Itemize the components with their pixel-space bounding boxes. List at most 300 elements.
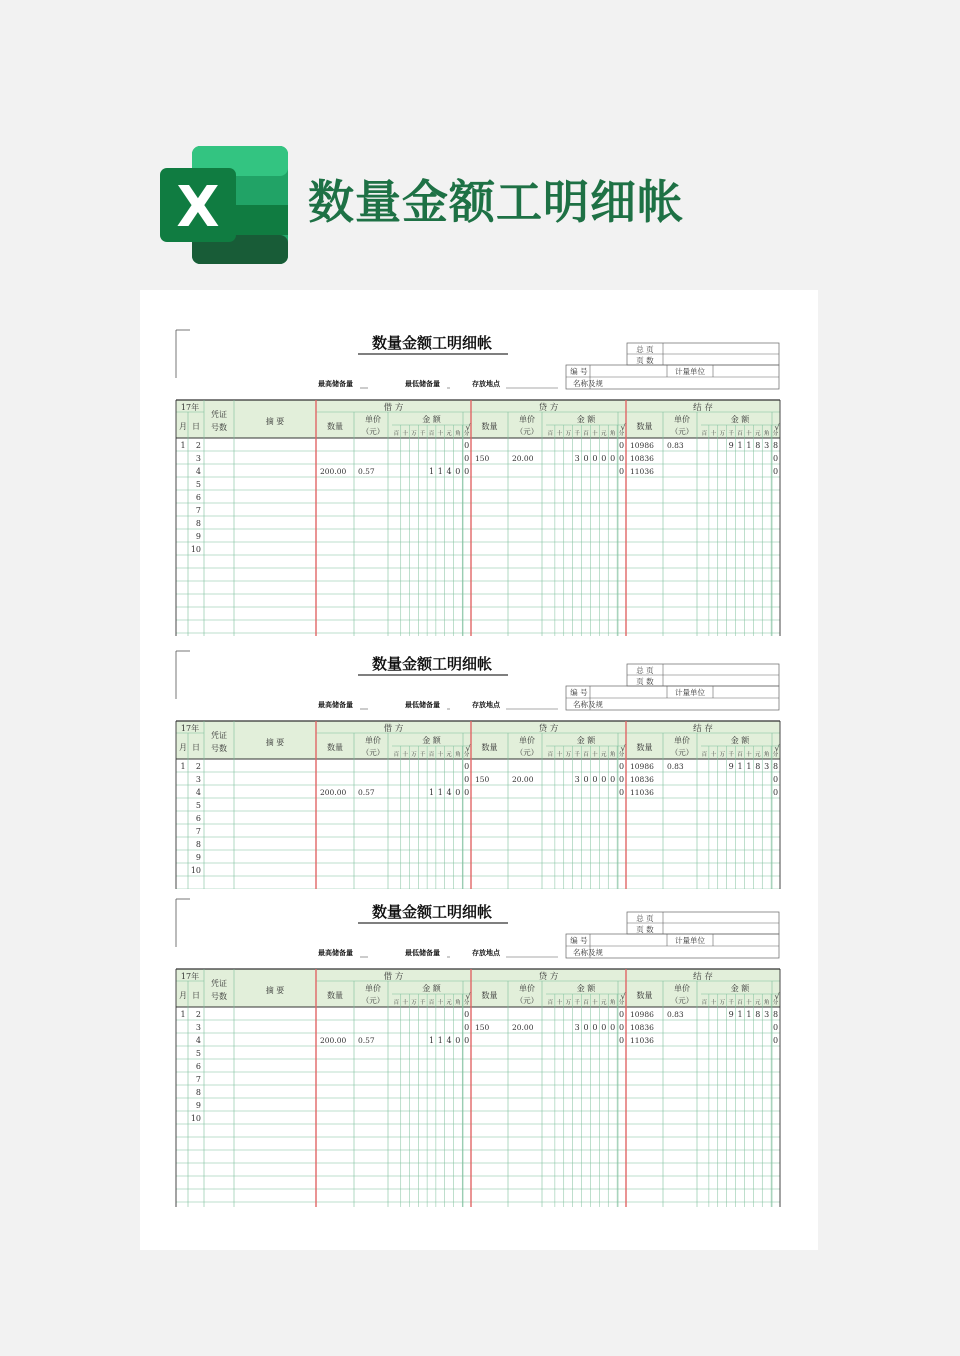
balance-amount-header: 金 额 (730, 415, 750, 424)
row-day: 10 (190, 1114, 201, 1123)
credit-unit-price-unit: （元） (515, 996, 539, 1005)
debit-amount-header: 金 额 (422, 415, 441, 424)
balance-amount-digit: 8 (773, 1010, 779, 1019)
credit-row-quantity: 150 (475, 454, 490, 463)
month-header: 月 (179, 991, 187, 1000)
row-day: 3 (195, 454, 201, 463)
debit-amount-digit: 1 (428, 1036, 435, 1045)
digit-header: 角 (455, 431, 461, 437)
balance-quantity-header: 数量 (636, 991, 653, 1000)
digit-header: 分 (772, 752, 779, 758)
digit-header: 十 (710, 752, 717, 758)
row-day: 4 (195, 467, 201, 476)
max-stock-label: 最高储备量 (318, 380, 353, 388)
debit-amount-digit: 4 (446, 1036, 452, 1045)
balance-amount-digit: 1 (746, 1010, 752, 1019)
digit-header: 分 (772, 1000, 779, 1006)
credit-amount-digit: 0 (601, 775, 607, 784)
credit-amount-digit: 0 (619, 775, 625, 784)
balance-row-quantity: 10836 (630, 1023, 654, 1032)
year-header: 17年 (180, 972, 200, 981)
row-day: 8 (195, 519, 201, 528)
voucher-header: 凭证 (211, 979, 227, 988)
digit-header: 十 (746, 431, 752, 437)
storage-location-label: 存放地点 (472, 701, 500, 709)
row-day: 6 (195, 1062, 201, 1071)
debit-amount-digit: 0 (455, 467, 461, 476)
credit-amount-digit: 0 (619, 1023, 625, 1032)
debit-unit-price-unit: （元） (361, 996, 385, 1005)
debit-unit-price-header: 单价 (365, 736, 381, 745)
credit-header: 贷 方 (538, 724, 559, 734)
debit-row-quantity: 200.00 (320, 788, 347, 797)
digit-header: 十 (402, 752, 408, 758)
digit-header: 十 (746, 752, 752, 758)
credit-row-quantity: 150 (475, 775, 490, 784)
digit-header: 万 (565, 1000, 571, 1006)
digit-header: 元 (601, 752, 607, 758)
summary-header: 摘 要 (265, 417, 285, 426)
balance-amount-header: 金 额 (730, 984, 750, 993)
credit-unit-price-unit: （元） (515, 748, 539, 757)
digit-header: 千 (728, 752, 734, 758)
pages-label: 页 数 (636, 925, 654, 934)
debit-amount-header: 金 额 (422, 984, 441, 993)
credit-amount-digit: 0 (619, 454, 625, 463)
debit-amount-digit: 1 (437, 788, 443, 797)
credit-row-price: 20.00 (512, 1023, 534, 1032)
credit-amount-digit: 0 (583, 454, 589, 463)
digit-header: 百 (583, 752, 589, 758)
credit-amount-digit: 3 (574, 454, 580, 463)
row-day: 8 (195, 840, 201, 849)
digit-header: 百 (393, 1000, 400, 1006)
summary-header: 摘 要 (265, 738, 285, 747)
credit-quantity-header: 数量 (481, 743, 498, 752)
digit-header: 十 (556, 431, 563, 437)
row-day: 9 (195, 853, 201, 862)
row-day: 4 (195, 788, 201, 797)
digit-header: 角 (455, 752, 461, 758)
unit-label: 计量单位 (675, 936, 705, 945)
digit-header: 百 (737, 1000, 743, 1006)
digit-header: 百 (737, 431, 743, 437)
debit-amount-digit: 0 (464, 775, 470, 784)
min-stock-label: 最低储备量 (405, 701, 440, 709)
ledger-sheet (140, 290, 818, 1250)
code-label: 编 号 (570, 936, 588, 945)
balance-amount-digit: 1 (746, 441, 752, 450)
year-header: 17年 (180, 403, 200, 412)
digit-header: 十 (592, 431, 598, 437)
balance-amount-digit: 1 (746, 762, 752, 771)
balance-amount-digit: 9 (728, 441, 734, 450)
day-header: 日 (192, 743, 200, 752)
balance-amount-digit: 0 (773, 467, 779, 476)
digit-header: 百 (737, 752, 743, 758)
credit-amount-digit: 3 (574, 775, 580, 784)
digit-header: 分 (463, 431, 470, 437)
balance-check-header: √ (774, 423, 780, 432)
balance-row-price: 0.83 (667, 1010, 684, 1019)
row-day: 8 (195, 1088, 201, 1097)
digit-header: 万 (411, 431, 417, 437)
debit-amount-digit: 1 (437, 467, 443, 476)
balance-unit-price-header: 单价 (674, 415, 690, 424)
credit-check-header: √ (620, 423, 626, 432)
digit-header: 元 (755, 1000, 761, 1006)
debit-check-header: √ (465, 992, 471, 1001)
digit-header: 元 (601, 1000, 607, 1006)
digit-header: 万 (565, 752, 571, 758)
credit-quantity-header: 数量 (481, 991, 498, 1000)
credit-row-price: 20.00 (512, 775, 534, 784)
credit-amount-digit: 0 (592, 775, 598, 784)
row-day: 2 (195, 762, 201, 771)
digit-header: 分 (618, 431, 625, 437)
balance-unit-price-unit: （元） (670, 748, 694, 757)
row-month: 1 (180, 441, 186, 450)
balance-row-price: 0.83 (667, 441, 684, 450)
credit-header: 贷 方 (538, 972, 559, 982)
ledger-block (140, 649, 818, 889)
summary-header: 摘 要 (265, 986, 285, 995)
digit-header: 百 (428, 431, 435, 437)
debit-amount-digit: 1 (428, 788, 435, 797)
digit-header: 十 (556, 752, 563, 758)
digit-header: 角 (609, 431, 616, 437)
credit-amount-digit: 0 (583, 1023, 589, 1032)
row-day: 5 (195, 1049, 201, 1058)
debit-quantity-header: 数量 (327, 743, 343, 752)
balance-amount-digit: 1 (737, 441, 743, 450)
digit-header: 角 (455, 1000, 461, 1006)
credit-amount-digit: 0 (610, 775, 616, 784)
digit-header: 角 (609, 752, 616, 758)
digit-header: 百 (393, 752, 400, 758)
balance-row-quantity: 10986 (630, 1010, 654, 1019)
credit-unit-price-unit: （元） (515, 427, 539, 436)
storage-location-label: 存放地点 (472, 380, 500, 388)
balance-amount-digit: 8 (755, 1010, 761, 1019)
digit-header: 百 (701, 752, 708, 758)
digit-header: 分 (463, 752, 470, 758)
digit-header: 分 (618, 752, 625, 758)
debit-unit-price-header: 单价 (365, 415, 381, 424)
digit-header: 十 (402, 431, 408, 437)
debit-header: 借 方 (383, 972, 404, 982)
digit-header: 角 (763, 752, 770, 758)
digit-header: 元 (755, 431, 761, 437)
balance-row-price: 0.83 (667, 762, 684, 771)
name-spec-label: 名称及规 (573, 379, 603, 388)
digit-header: 十 (437, 431, 444, 437)
year-header: 17年 (180, 724, 200, 733)
digit-header: 元 (446, 752, 452, 758)
digit-header: 角 (763, 431, 770, 437)
digit-header: 十 (746, 1000, 752, 1006)
balance-quantity-header: 数量 (636, 422, 653, 431)
balance-header: 结 存 (693, 403, 713, 413)
digit-header: 百 (428, 752, 435, 758)
digit-header: 十 (592, 752, 598, 758)
balance-unit-price-header: 单价 (674, 984, 690, 993)
ledger-title: 数量金额工明细帐 (371, 903, 493, 921)
digit-header: 千 (728, 431, 734, 437)
row-day: 6 (195, 814, 201, 823)
digit-header: 十 (592, 1000, 598, 1006)
debit-row-quantity: 200.00 (320, 467, 347, 476)
digit-header: 角 (609, 1000, 616, 1006)
storage-location-label: 存放地点 (472, 949, 500, 957)
credit-unit-price-header: 单价 (519, 984, 535, 993)
debit-amount-digit: 1 (437, 1036, 443, 1045)
row-day: 4 (195, 1036, 201, 1045)
debit-row-quantity: 200.00 (320, 1036, 347, 1045)
day-header: 日 (192, 422, 200, 431)
row-day: 5 (195, 801, 201, 810)
credit-unit-price-header: 单价 (519, 736, 535, 745)
balance-amount-digit: 8 (773, 762, 779, 771)
row-month: 1 (180, 1010, 186, 1019)
voucher-number-header: 号数 (211, 992, 227, 1001)
debit-unit-price-header: 单价 (365, 984, 381, 993)
debit-row-price: 0.57 (358, 788, 375, 797)
digit-header: 十 (402, 1000, 408, 1006)
credit-amount-header: 金 额 (576, 736, 596, 745)
digit-header: 千 (574, 752, 580, 758)
debit-quantity-header: 数量 (327, 422, 343, 431)
max-stock-label: 最高储备量 (318, 949, 353, 957)
balance-quantity-header: 数量 (636, 743, 653, 752)
ledger-block (140, 328, 818, 636)
credit-unit-price-header: 单价 (519, 415, 535, 424)
digit-header: 百 (701, 431, 708, 437)
credit-amount-header: 金 额 (576, 984, 596, 993)
debit-amount-header: 金 额 (422, 736, 441, 745)
balance-amount-digit: 1 (737, 1010, 743, 1019)
debit-unit-price-unit: （元） (361, 748, 385, 757)
balance-check-header: √ (774, 744, 780, 753)
credit-quantity-header: 数量 (481, 422, 498, 431)
credit-amount-digit: 0 (592, 454, 598, 463)
digit-header: 万 (719, 1000, 725, 1006)
balance-unit-price-header: 单价 (674, 736, 690, 745)
code-label: 编 号 (570, 688, 588, 697)
row-month: 1 (180, 762, 186, 771)
row-day: 3 (195, 775, 201, 784)
credit-amount-digit: 0 (610, 1023, 616, 1032)
digit-header: 千 (419, 1000, 426, 1006)
digit-header: 万 (565, 431, 571, 437)
debit-amount-digit: 0 (464, 762, 470, 771)
balance-check-header: √ (774, 992, 780, 1001)
debit-header: 借 方 (383, 724, 404, 734)
credit-amount-header: 金 额 (576, 415, 596, 424)
digit-header: 百 (393, 431, 400, 437)
month-header: 月 (179, 422, 187, 431)
digit-header: 十 (437, 752, 444, 758)
credit-check-header: √ (620, 992, 626, 1001)
debit-amount-digit: 0 (464, 454, 470, 463)
debit-check-header: √ (465, 744, 471, 753)
digit-header: 十 (556, 1000, 563, 1006)
debit-amount-digit: 1 (428, 467, 435, 476)
total-pages-label: 总 页 (636, 914, 654, 923)
logo-letter: X (176, 175, 220, 240)
code-label: 编 号 (570, 367, 588, 376)
debit-amount-digit: 0 (455, 1036, 461, 1045)
total-pages-label: 总 页 (636, 345, 654, 354)
credit-amount-digit: 0 (619, 441, 625, 450)
credit-amount-digit: 0 (610, 454, 616, 463)
pages-label: 页 数 (636, 356, 654, 365)
row-day: 7 (195, 506, 201, 515)
credit-row-quantity: 150 (475, 1023, 490, 1032)
balance-header: 结 存 (693, 972, 713, 982)
digit-header: 元 (755, 752, 761, 758)
credit-amount-digit: 0 (619, 1036, 625, 1045)
ledger-block (140, 897, 818, 1207)
max-stock-label: 最高储备量 (318, 701, 353, 709)
row-day: 7 (195, 827, 201, 836)
voucher-number-header: 号数 (211, 423, 227, 432)
debit-row-price: 0.57 (358, 1036, 375, 1045)
pages-label: 页 数 (636, 677, 654, 686)
digit-header: 千 (419, 431, 426, 437)
voucher-number-header: 号数 (211, 744, 227, 753)
balance-amount-digit: 8 (773, 441, 779, 450)
digit-header: 分 (463, 1000, 470, 1006)
balance-row-quantity: 11036 (630, 467, 654, 476)
credit-amount-digit: 0 (619, 1010, 625, 1019)
name-spec-label: 名称及规 (573, 700, 603, 709)
balance-amount-digit: 8 (755, 441, 761, 450)
debit-check-header: √ (465, 423, 471, 432)
digit-header: 万 (411, 1000, 417, 1006)
voucher-header: 凭证 (211, 410, 227, 419)
digit-header: 十 (437, 1000, 444, 1006)
ledger-title: 数量金额工明细帐 (371, 655, 493, 673)
unit-label: 计量单位 (675, 688, 705, 697)
digit-header: 百 (701, 1000, 708, 1006)
balance-unit-price-unit: （元） (670, 427, 694, 436)
row-day: 5 (195, 480, 201, 489)
debit-header: 借 方 (383, 403, 404, 413)
voucher-header: 凭证 (211, 731, 227, 740)
digit-header: 百 (428, 1000, 435, 1006)
digit-header: 千 (419, 752, 426, 758)
digit-header: 分 (618, 1000, 625, 1006)
debit-amount-digit: 0 (464, 1036, 470, 1045)
debit-row-price: 0.57 (358, 467, 375, 476)
name-spec-label: 名称及规 (573, 948, 603, 957)
row-day: 7 (195, 1075, 201, 1084)
digit-header: 元 (446, 431, 452, 437)
debit-amount-digit: 0 (464, 441, 470, 450)
balance-amount-digit: 0 (773, 788, 779, 797)
balance-amount-digit: 3 (764, 1010, 770, 1019)
balance-amount-digit: 0 (773, 775, 779, 784)
row-day: 2 (195, 1010, 201, 1019)
digit-header: 万 (411, 752, 417, 758)
credit-amount-digit: 0 (619, 467, 625, 476)
row-day: 9 (195, 1101, 201, 1110)
digit-header: 分 (772, 431, 779, 437)
balance-amount-digit: 8 (755, 762, 761, 771)
row-day: 3 (195, 1023, 201, 1032)
credit-row-price: 20.00 (512, 454, 534, 463)
row-day: 2 (195, 441, 201, 450)
balance-amount-digit: 9 (728, 1010, 734, 1019)
month-header: 月 (179, 743, 187, 752)
debit-unit-price-unit: （元） (361, 427, 385, 436)
unit-label: 计量单位 (675, 367, 705, 376)
digit-header: 千 (728, 1000, 734, 1006)
digit-header: 千 (574, 431, 580, 437)
day-header: 日 (192, 991, 200, 1000)
digit-header: 万 (719, 431, 725, 437)
row-day: 10 (190, 866, 201, 875)
credit-amount-digit: 0 (601, 454, 607, 463)
debit-amount-digit: 0 (464, 1010, 470, 1019)
digit-header: 万 (719, 752, 725, 758)
credit-header: 贷 方 (538, 403, 559, 413)
digit-header: 十 (710, 1000, 717, 1006)
digit-header: 百 (583, 431, 589, 437)
total-pages-label: 总 页 (636, 666, 654, 675)
balance-row-quantity: 10836 (630, 454, 654, 463)
balance-amount-digit: 1 (737, 762, 743, 771)
digit-header: 百 (547, 1000, 554, 1006)
page-title: 数量金额工明细帐 (308, 175, 684, 229)
min-stock-label: 最低储备量 (405, 949, 440, 957)
credit-amount-digit: 3 (574, 1023, 580, 1032)
digit-header: 角 (763, 1000, 770, 1006)
balance-row-quantity: 11036 (630, 1036, 654, 1045)
credit-amount-digit: 0 (619, 788, 625, 797)
debit-amount-digit: 0 (464, 1023, 470, 1032)
debit-amount-digit: 0 (464, 467, 470, 476)
credit-amount-digit: 0 (619, 762, 625, 771)
balance-amount-digit: 3 (764, 762, 770, 771)
balance-amount-digit: 0 (773, 454, 779, 463)
digit-header: 百 (547, 431, 554, 437)
debit-amount-digit: 4 (446, 467, 452, 476)
digit-header: 十 (710, 431, 717, 437)
credit-amount-digit: 0 (592, 1023, 598, 1032)
balance-row-quantity: 10836 (630, 775, 654, 784)
debit-amount-digit: 4 (446, 788, 452, 797)
debit-amount-digit: 0 (455, 788, 461, 797)
credit-amount-digit: 0 (601, 1023, 607, 1032)
debit-amount-digit: 0 (464, 788, 470, 797)
excel-logo-icon (160, 146, 290, 264)
credit-amount-digit: 0 (583, 775, 589, 784)
balance-amount-digit: 9 (728, 762, 734, 771)
balance-amount-digit: 0 (773, 1036, 779, 1045)
row-day: 10 (190, 545, 201, 554)
row-day: 6 (195, 493, 201, 502)
digit-header: 千 (574, 1000, 580, 1006)
digit-header: 元 (601, 431, 607, 437)
balance-amount-digit: 0 (773, 1023, 779, 1032)
ledger-title: 数量金额工明细帐 (371, 334, 493, 352)
balance-amount-header: 金 额 (730, 736, 750, 745)
debit-quantity-header: 数量 (327, 991, 343, 1000)
digit-header: 百 (547, 752, 554, 758)
balance-row-quantity: 10986 (630, 762, 654, 771)
